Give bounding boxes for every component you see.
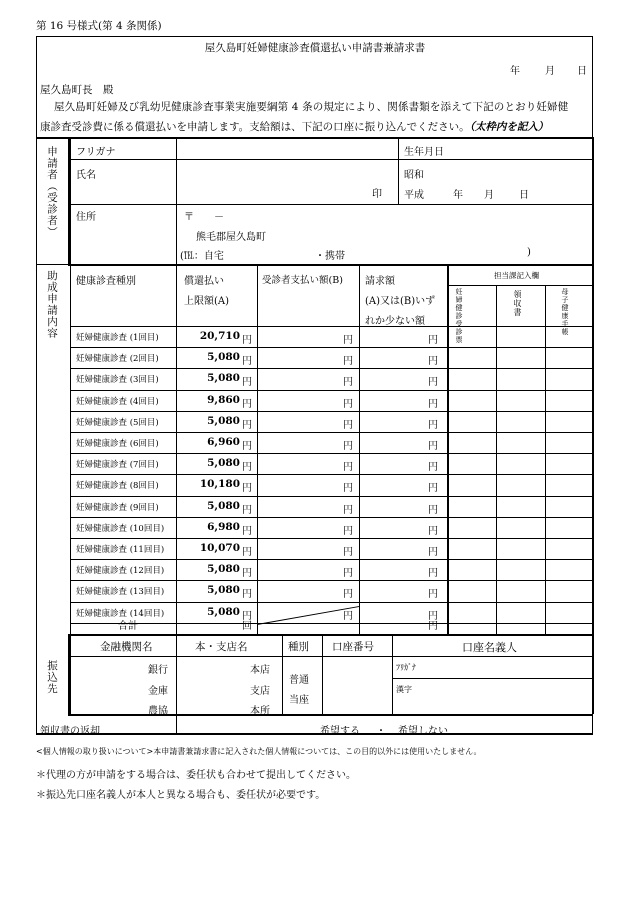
- staff-col-handbook: 母子健康手帳: [561, 288, 569, 336]
- birthdate-label: 生年月日: [404, 147, 444, 158]
- branch-type-main-office: 本所: [250, 706, 270, 717]
- paid-amount-field[interactable]: [258, 328, 340, 346]
- limit-yen: 円: [242, 589, 252, 601]
- exam-row-label: 妊婦健康診査 (14回目): [76, 608, 165, 619]
- grid-line: [70, 496, 593, 497]
- birth-day-label: 日: [519, 190, 529, 201]
- address-label: 住所: [76, 212, 96, 223]
- grid-line: [36, 734, 593, 735]
- date-day-label: 日: [577, 66, 587, 77]
- limit-amount: 5,080: [207, 414, 240, 427]
- exam-row-label: 妊婦健康診査 (2回目): [76, 354, 159, 365]
- branch-type-branch: 支店: [250, 686, 270, 697]
- exam-row-label: 妊婦健康診査 (4回目): [76, 396, 159, 407]
- receipt-opt-no[interactable]: 希望しない: [398, 726, 448, 737]
- limit-amount: 5,080: [207, 605, 240, 618]
- birth-month-label: 月: [484, 190, 494, 201]
- acct-type-current: 当座: [289, 695, 309, 706]
- grid-line: [282, 634, 283, 714]
- exam-row-label: 妊婦健康診査 (12回目): [76, 566, 165, 577]
- total-unit: 回: [242, 621, 252, 632]
- claim-yen: 円: [428, 589, 438, 601]
- grid-line: [70, 347, 593, 348]
- paid-yen: 円: [343, 335, 353, 346]
- paid-amount-field[interactable]: [258, 540, 340, 558]
- paid-yen: 円: [343, 356, 353, 368]
- acct-type-ordinary: 普通: [289, 675, 309, 686]
- claim-yen: 円: [428, 377, 438, 389]
- grid-line: [70, 159, 398, 160]
- grid-line: [592, 137, 594, 264]
- paid-amount-field[interactable]: [258, 370, 340, 388]
- limit-amount: 9,860: [207, 393, 240, 406]
- claim-yen: 円: [428, 441, 438, 452]
- limit-amount: 5,080: [207, 351, 240, 364]
- col-bank-name: 金融機関名: [100, 641, 153, 653]
- claim-yen: 円: [428, 335, 438, 346]
- document-title: 屋久島町妊婦健康診査償還払い申請書兼請求書: [204, 42, 426, 54]
- seal-label: 印: [372, 189, 382, 200]
- limit-amount: 5,080: [207, 372, 240, 385]
- exam-row-label: 妊婦健康診査 (9回目): [76, 502, 159, 513]
- tel-mobile-label: ・携帯: [315, 251, 345, 262]
- bank-type-shinkin: 金庫: [148, 686, 168, 697]
- grid-line: [398, 159, 592, 160]
- grid-line: [70, 453, 593, 454]
- grid-line: [70, 326, 593, 327]
- grid-line: [70, 634, 71, 714]
- grid-line: [68, 714, 593, 716]
- body-note: （太枠内を記入）: [469, 121, 549, 133]
- grid-line: [68, 634, 70, 714]
- paid-amount-field[interactable]: [258, 498, 340, 516]
- col-branch-name: 本・支店名: [195, 641, 248, 653]
- grid-line: [70, 411, 593, 412]
- receipt-opt-yes[interactable]: 希望する: [320, 726, 360, 737]
- grid-line: [70, 137, 71, 264]
- col-limit-2: 上限額(A): [184, 296, 230, 307]
- paid-amount-field[interactable]: [258, 476, 340, 494]
- claim-yen: 円: [428, 504, 438, 516]
- col-claim-3: れか少ない額: [365, 316, 425, 327]
- limit-yen: 円: [242, 504, 252, 516]
- paid-yen: 円: [343, 419, 353, 431]
- staff-col-receipt: 領収書: [513, 290, 522, 317]
- grid-line: [392, 678, 592, 679]
- grid-line: [70, 634, 593, 636]
- grid-line: [70, 264, 71, 634]
- name-label: 氏名: [76, 170, 96, 181]
- grid-line: [176, 714, 177, 734]
- grid-line: [68, 137, 70, 264]
- limit-yen: 円: [242, 356, 252, 368]
- grid-line: [70, 390, 593, 391]
- bank-type-agri: 農協: [148, 706, 168, 717]
- limit-yen: 円: [242, 547, 252, 558]
- furigana-label: フリガナ: [76, 147, 116, 158]
- claim-yen: 円: [428, 610, 438, 622]
- col-account-holder: 口座名義人: [462, 641, 517, 654]
- limit-amount: 5,080: [207, 457, 240, 470]
- limit-amount: 10,180: [199, 478, 240, 491]
- col-exam-type: 健康診査種別: [76, 276, 136, 287]
- exam-row-label: 妊婦健康診査 (10回目): [76, 523, 165, 534]
- paid-yen: 円: [343, 525, 353, 537]
- grid-line: [496, 285, 497, 634]
- col-claim-1: 請求額: [365, 276, 395, 287]
- claim-yen: 円: [428, 547, 438, 558]
- limit-amount: 6,960: [207, 436, 240, 448]
- limit-amount: 10,070: [199, 542, 240, 554]
- bank-section-label: 振込先: [46, 660, 58, 695]
- grid-line: [70, 432, 593, 433]
- era-showa: 昭和: [404, 170, 424, 181]
- postal-code-label: 〒 －: [184, 212, 224, 223]
- grid-line: [176, 264, 177, 634]
- limit-yen: 円: [242, 462, 252, 474]
- paid-yen: 円: [343, 462, 353, 474]
- grid-line: [70, 559, 593, 560]
- limit-yen: 円: [242, 610, 252, 622]
- paid-amount-field[interactable]: [258, 455, 340, 473]
- grid-line: [392, 634, 393, 714]
- paid-yen: 円: [343, 504, 353, 516]
- body-text-line2-main: 康診査受診費に係る償還払いを申請します。支給額は、下記の口座に振り込んでください。: [40, 121, 470, 133]
- paid-amount-field[interactable]: [258, 392, 340, 410]
- paid-yen: 円: [343, 377, 353, 389]
- bank-type-bank: 銀行: [148, 665, 168, 676]
- grid-line: [70, 204, 592, 205]
- paid-yen: 円: [343, 547, 353, 558]
- exam-row-label: 妊婦健康診査 (5回目): [76, 417, 159, 428]
- grid-line: [70, 517, 593, 518]
- grid-line: [70, 656, 592, 657]
- form-number: 第 16 号様式(第 4 条関係): [36, 20, 162, 32]
- grid-line: [70, 368, 593, 369]
- tel-home-label: (℡：自宅: [180, 251, 224, 262]
- limit-yen: 円: [242, 568, 252, 580]
- limit-amount: 5,080: [207, 563, 240, 576]
- total-label: 合計: [118, 621, 138, 632]
- limit-yen: 円: [242, 525, 252, 537]
- claim-yen: 円: [428, 356, 438, 368]
- paid-amount-field[interactable]: [258, 604, 340, 622]
- limit-amount: 20,710: [199, 330, 240, 342]
- date-month-label: 月: [545, 66, 555, 77]
- grid-line: [592, 264, 594, 634]
- exam-row-label: 妊婦健康診査 (8回目): [76, 481, 159, 492]
- grid-line: [176, 634, 177, 714]
- col-claim-2: (A)又は(B)いず: [365, 296, 436, 307]
- col-account-type: 種別: [288, 641, 309, 653]
- receipt-return-label: 領収書の返却: [40, 726, 100, 737]
- paid-amount-field[interactable]: [258, 413, 340, 431]
- subsidy-section-label: 助成申請内容: [46, 270, 58, 339]
- grid-line: [398, 137, 399, 204]
- limit-amount: 5,080: [207, 584, 240, 597]
- claim-yen: 円: [428, 483, 438, 495]
- grid-line: [176, 137, 177, 264]
- grid-line: [447, 285, 593, 286]
- receipt-dot: ・: [376, 726, 386, 737]
- staff-col-exam-ticket: 妊婦健診受診票: [455, 288, 463, 344]
- paid-yen: 円: [343, 441, 353, 452]
- grid-line: [68, 264, 593, 266]
- holder-note: ＊振込先口座名義人が本人と異なる場合も、委任状が必要です。: [36, 790, 326, 801]
- paid-yen: 円: [343, 610, 353, 622]
- holder-kana-label: ﾌﾘｶﾞﾅ: [396, 663, 416, 672]
- grid-line: [70, 474, 593, 475]
- paid-amount-field[interactable]: [258, 434, 340, 452]
- holder-kanji-label: 漢字: [396, 685, 412, 694]
- limit-yen: 円: [242, 377, 252, 389]
- paid-yen: 円: [343, 568, 353, 580]
- staff-header: 担当課記入欄: [494, 271, 539, 280]
- col-limit-1: 償還払い: [184, 276, 224, 287]
- exam-row-label: 妊婦健康診査 (3回目): [76, 375, 159, 386]
- exam-row-label: 妊婦健康診査 (1回目): [76, 333, 159, 343]
- paid-yen: 円: [343, 589, 353, 601]
- paid-amount-field[interactable]: [258, 561, 340, 579]
- exam-row-label: 妊婦健康診査 (7回目): [76, 460, 159, 471]
- grid-line: [322, 634, 323, 714]
- limit-yen: 円: [242, 419, 252, 431]
- exam-row-label: 妊婦健康診査 (6回目): [76, 439, 159, 449]
- exam-row-label: 妊婦健康診査 (11回目): [76, 545, 165, 555]
- grid-line: [545, 285, 546, 634]
- paid-amount-field[interactable]: [258, 349, 340, 367]
- claim-yen: 円: [428, 398, 438, 410]
- col-paid: 受診者支払い額(B): [262, 275, 343, 286]
- applicant-section-label: 申請者（受診者）: [46, 146, 58, 238]
- exam-row-label: 妊婦健康診査 (13回目): [76, 587, 165, 598]
- col-account-number: 口座番号: [332, 641, 374, 653]
- grid-line: [70, 602, 593, 603]
- branch-type-head: 本店: [250, 665, 270, 676]
- privacy-note: <個人情報の取り扱いについて>本申請書兼請求書に記入された個人情報については、この目的以外には使用いたしません。: [36, 747, 482, 756]
- paid-yen: 円: [343, 398, 353, 410]
- limit-yen: 円: [242, 483, 252, 495]
- date-year-label: 年: [510, 66, 520, 77]
- claim-yen: 円: [428, 525, 438, 537]
- paid-amount-field[interactable]: [258, 519, 340, 537]
- paid-amount-field[interactable]: [258, 582, 340, 600]
- limit-yen: 円: [242, 335, 252, 346]
- proxy-note: ＊代理の方が申請をする場合は、委任状も合わせて提出してください。: [36, 770, 356, 781]
- tel-close-paren: ): [527, 247, 531, 258]
- body-text-line1: 屋久島町妊婦及び乳幼児健康診査事業実施要綱第 4 条の規定により、関係書類を添えて下記のとおり妊婦健: [54, 101, 569, 113]
- grid-line: [70, 623, 593, 624]
- limit-yen: 円: [242, 441, 252, 452]
- grid-line: [447, 264, 449, 634]
- claim-yen: 円: [428, 419, 438, 431]
- grid-line: [359, 264, 360, 634]
- grid-line: [70, 580, 593, 581]
- grid-line: [36, 137, 593, 139]
- grid-line: [592, 634, 594, 714]
- birth-year-label: 年: [453, 190, 463, 201]
- limit-yen: 円: [242, 398, 252, 410]
- era-heisei: 平成: [404, 190, 424, 201]
- town-text: 熊毛郡屋久島町: [196, 232, 266, 243]
- grid-line: [70, 538, 593, 539]
- limit-amount: 6,980: [207, 520, 240, 533]
- claim-yen: 円: [428, 462, 438, 474]
- limit-amount: 5,080: [207, 499, 240, 512]
- claim-yen: 円: [428, 568, 438, 580]
- total-yen: 円: [428, 621, 438, 632]
- paid-yen: 円: [343, 483, 353, 495]
- body-text-line2: [40, 119, 548, 134]
- addressee: 屋久島町長 殿: [40, 84, 114, 96]
